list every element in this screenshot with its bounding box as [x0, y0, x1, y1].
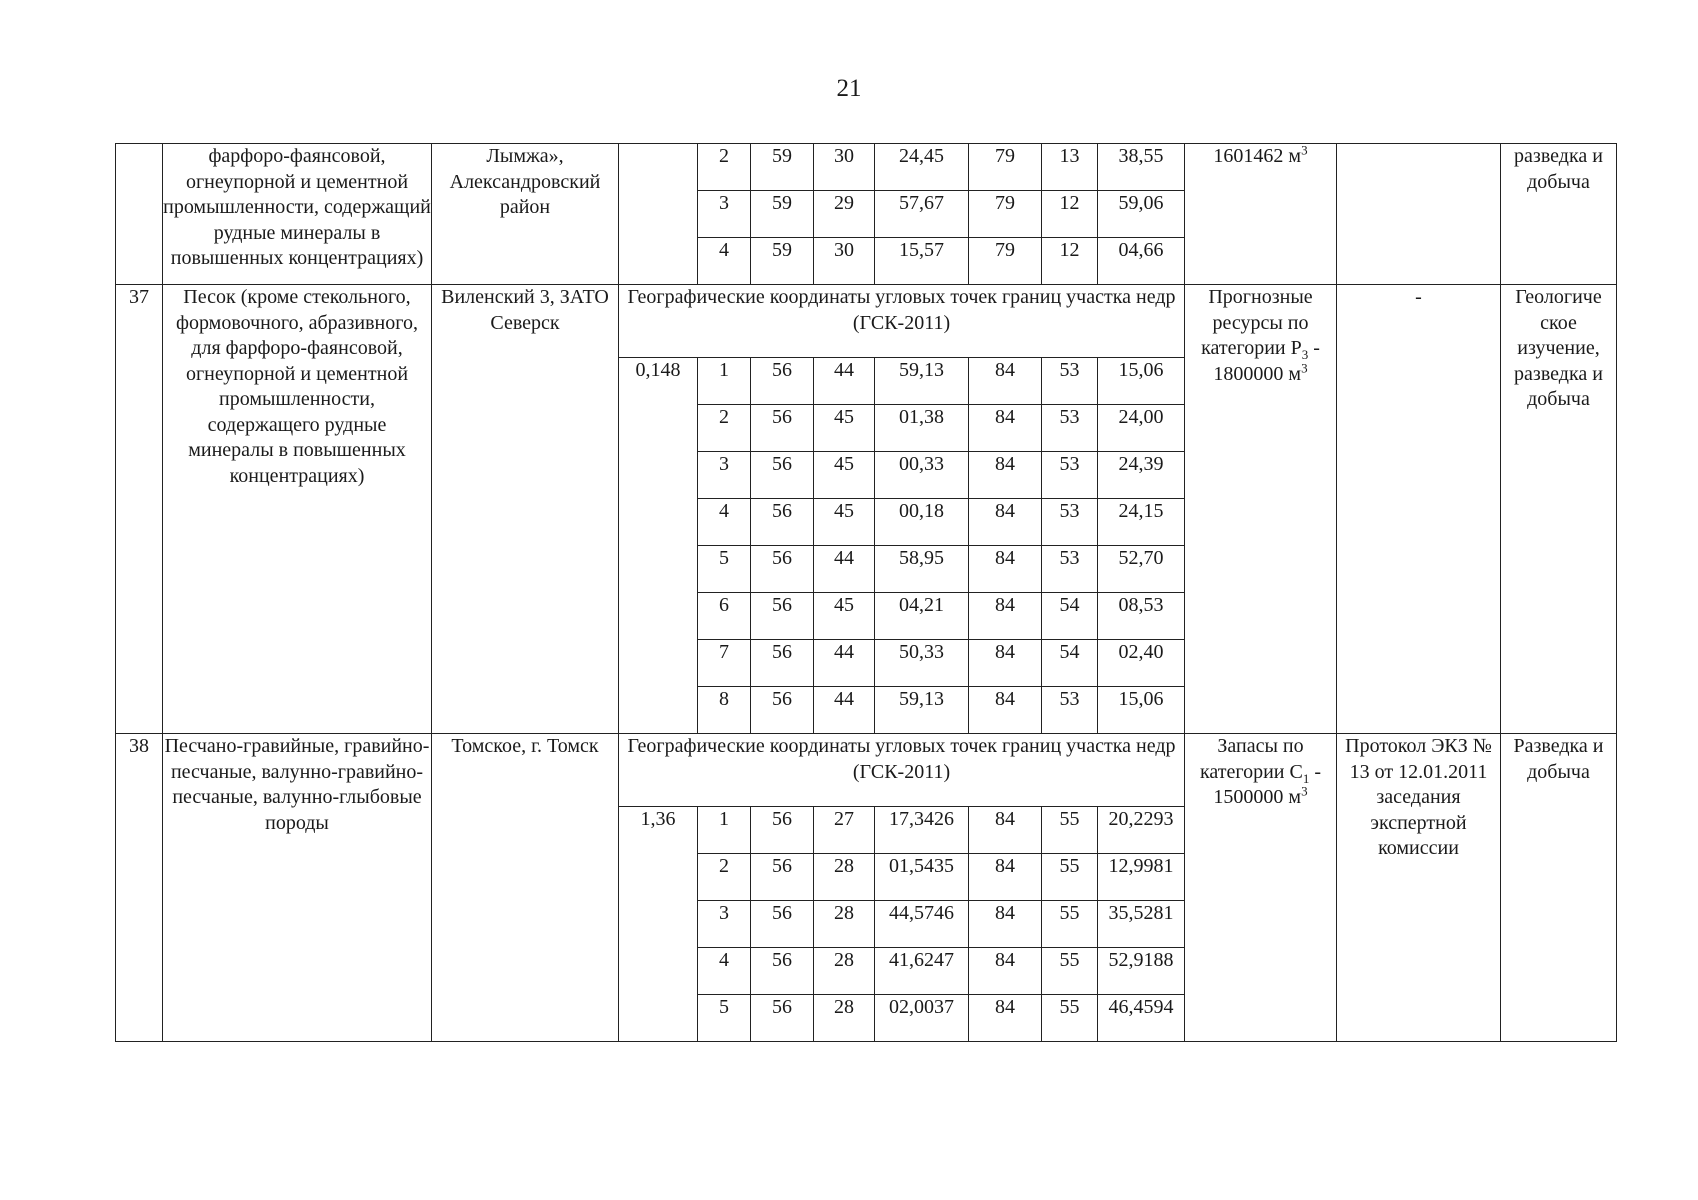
coord-lon-minutes: 12	[1042, 238, 1098, 285]
coord-lon-seconds: 15,06	[1098, 358, 1185, 405]
reserves-cell	[1185, 734, 1337, 1042]
coord-point-number: 5	[698, 546, 751, 593]
coord-lon-degrees: 79	[969, 191, 1042, 238]
mineral-name-cell: Песок (кроме стекольного, формовочного, абразивного, для фарфоро-фаянсовой, огнеупорной и цементной промышленности, содержащего рудные минералы в повышенных концентрациях)	[163, 285, 432, 734]
location-cell: Томское, г. Томск	[432, 734, 619, 1042]
coord-lon-minutes: 55	[1042, 995, 1098, 1042]
coord-lon-seconds: 52,70	[1098, 546, 1185, 593]
coord-point-number: 3	[698, 191, 751, 238]
coord-lat-degrees: 56	[751, 687, 814, 734]
unit-superscript: 3	[1301, 359, 1308, 375]
coord-lon-minutes: 54	[1042, 593, 1098, 640]
coord-lat-minutes: 45	[814, 593, 875, 640]
coord-lat-minutes: 45	[814, 499, 875, 546]
coord-lat-minutes: 28	[814, 995, 875, 1042]
coord-lon-minutes: 55	[1042, 901, 1098, 948]
coord-lon-seconds: 24,00	[1098, 405, 1185, 452]
coord-lon-seconds: 15,06	[1098, 687, 1185, 734]
coord-lon-degrees: 84	[969, 452, 1042, 499]
coord-point-number: 7	[698, 640, 751, 687]
coord-lat-minutes: 44	[814, 687, 875, 734]
coord-lon-minutes: 53	[1042, 358, 1098, 405]
coord-lon-seconds: 08,53	[1098, 593, 1185, 640]
reserves-category-subscript: 3	[1301, 347, 1309, 362]
coord-lat-seconds: 00,33	[875, 452, 969, 499]
coord-point-number: 2	[698, 405, 751, 452]
coord-lon-degrees: 84	[969, 807, 1042, 854]
coord-lon-minutes: 12	[1042, 191, 1098, 238]
coord-lat-minutes: 28	[814, 854, 875, 901]
coord-lon-degrees: 84	[969, 499, 1042, 546]
coord-lon-seconds: 24,39	[1098, 452, 1185, 499]
coord-lon-seconds: 04,66	[1098, 238, 1185, 285]
coord-lat-minutes: 45	[814, 452, 875, 499]
coord-lat-seconds: 59,13	[875, 358, 969, 405]
coord-lat-degrees: 56	[751, 854, 814, 901]
coord-lat-seconds: 57,67	[875, 191, 969, 238]
coord-lat-seconds: 41,6247	[875, 948, 969, 995]
coord-point-number: 1	[698, 358, 751, 405]
coord-point-number: 2	[698, 854, 751, 901]
area-cell	[619, 144, 698, 285]
coord-lat-seconds: 44,5746	[875, 901, 969, 948]
coordinates-header: Географические координаты угловых точек границ участка недр (ГСК-2011)	[619, 285, 1185, 358]
area-cell: 0,148	[619, 358, 698, 734]
entry-number-cell: 37	[116, 285, 163, 734]
coord-lat-degrees: 56	[751, 405, 814, 452]
coord-lat-minutes: 30	[814, 238, 875, 285]
coord-lon-degrees: 84	[969, 687, 1042, 734]
coord-lon-degrees: 79	[969, 238, 1042, 285]
coord-lat-degrees: 56	[751, 546, 814, 593]
coord-lon-minutes: 53	[1042, 499, 1098, 546]
coord-lon-degrees: 84	[969, 405, 1042, 452]
coordinates-header: Географические координаты угловых точек границ участка недр (ГСК-2011)	[619, 734, 1185, 807]
coord-lat-seconds: 02,0037	[875, 995, 969, 1042]
coord-lon-minutes: 53	[1042, 546, 1098, 593]
coord-lat-seconds: 59,13	[875, 687, 969, 734]
coord-point-number: 6	[698, 593, 751, 640]
coord-lat-degrees: 56	[751, 452, 814, 499]
coord-lat-degrees: 56	[751, 593, 814, 640]
coord-lon-minutes: 55	[1042, 807, 1098, 854]
coord-point-number: 4	[698, 499, 751, 546]
coord-lat-seconds: 58,95	[875, 546, 969, 593]
coord-lat-degrees: 56	[751, 901, 814, 948]
coord-lon-degrees: 84	[969, 901, 1042, 948]
coord-point-number: 4	[698, 238, 751, 285]
coord-lat-seconds: 04,21	[875, 593, 969, 640]
entry-number-cell: 38	[116, 734, 163, 1042]
coord-lon-seconds: 35,5281	[1098, 901, 1185, 948]
location-cell: Виленский 3, ЗАТО Северск	[432, 285, 619, 734]
coord-lon-seconds: 52,9188	[1098, 948, 1185, 995]
coord-point-number: 1	[698, 807, 751, 854]
coord-point-number: 2	[698, 144, 751, 191]
coord-lat-degrees: 59	[751, 191, 814, 238]
coord-lat-minutes: 44	[814, 546, 875, 593]
coord-lat-minutes: 45	[814, 405, 875, 452]
coord-point-number: 3	[698, 901, 751, 948]
coord-lon-degrees: 84	[969, 995, 1042, 1042]
reserves-amount: - 1500000 м	[1213, 760, 1321, 808]
table-body	[116, 144, 1617, 1042]
purpose-cell: разведка и добыча	[1501, 144, 1617, 285]
coord-lon-minutes: 53	[1042, 452, 1098, 499]
page-number: 21	[836, 75, 862, 102]
purpose-cell: Разведка и добыча	[1501, 734, 1617, 1042]
protocol-cell: -	[1337, 285, 1501, 734]
coord-lon-seconds: 46,4594	[1098, 995, 1185, 1042]
coord-lat-minutes: 29	[814, 191, 875, 238]
coord-lon-seconds: 12,9981	[1098, 854, 1185, 901]
coord-lon-minutes: 53	[1042, 687, 1098, 734]
coord-lat-minutes: 44	[814, 358, 875, 405]
coord-lat-seconds: 15,57	[875, 238, 969, 285]
coord-lat-seconds: 24,45	[875, 144, 969, 191]
coord-lon-minutes: 13	[1042, 144, 1098, 191]
table-row	[116, 285, 1617, 358]
coord-point-number: 3	[698, 452, 751, 499]
coord-point-number: 8	[698, 687, 751, 734]
coord-lat-seconds: 00,18	[875, 499, 969, 546]
reserves-text: Прогнозные ресурсы по категории Р	[1201, 286, 1313, 359]
coord-lon-minutes: 55	[1042, 948, 1098, 995]
coord-lon-degrees: 84	[969, 593, 1042, 640]
coord-lon-seconds: 20,2293	[1098, 807, 1185, 854]
coord-lat-degrees: 59	[751, 144, 814, 191]
protocol-cell: Протокол ЭКЗ № 13 от 12.01.2011 заседания экспертной комиссии	[1337, 734, 1501, 1042]
mineral-name-cell: Песчано-гравийные, гравийно-песчаные, валунно-гравийно-песчаные, валунно-глыбовые породы	[163, 734, 432, 1042]
coord-lat-degrees: 59	[751, 238, 814, 285]
unit-superscript: 3	[1301, 783, 1308, 799]
reserves-category-subscript: 1	[1302, 770, 1310, 786]
coord-lon-seconds: 02,40	[1098, 640, 1185, 687]
coord-lon-degrees: 84	[969, 546, 1042, 593]
reserves-cell	[1185, 144, 1337, 285]
table-row	[116, 734, 1617, 807]
reserves-amount: - 1800000 м	[1213, 337, 1320, 385]
coord-point-number: 5	[698, 995, 751, 1042]
subsoil-plots-table	[115, 143, 1617, 1042]
reserves-text: Запасы по категории С	[1199, 735, 1304, 783]
coord-lon-seconds: 24,15	[1098, 499, 1185, 546]
coord-lon-degrees: 79	[969, 144, 1042, 191]
coord-lat-minutes: 30	[814, 144, 875, 191]
reserves-amount: 1601462 м	[1213, 145, 1302, 167]
coord-lat-degrees: 56	[751, 499, 814, 546]
coord-lon-seconds: 59,06	[1098, 191, 1185, 238]
unit-superscript: 3	[1301, 142, 1308, 158]
purpose-cell: Геологиче ское изучение, разведка и добыча	[1501, 285, 1617, 734]
coord-lat-minutes: 44	[814, 640, 875, 687]
coord-lat-seconds: 17,3426	[875, 807, 969, 854]
coord-lat-degrees: 56	[751, 807, 814, 854]
coord-lat-minutes: 28	[814, 948, 875, 995]
coord-lat-minutes: 28	[814, 901, 875, 948]
coord-lat-minutes: 27	[814, 807, 875, 854]
coord-lon-degrees: 84	[969, 854, 1042, 901]
coord-lon-minutes: 55	[1042, 854, 1098, 901]
coord-lat-degrees: 56	[751, 948, 814, 995]
coord-lon-degrees: 84	[969, 948, 1042, 995]
coord-lat-seconds: 01,5435	[875, 854, 969, 901]
reserves-cell	[1185, 285, 1337, 734]
coord-lon-degrees: 84	[969, 640, 1042, 687]
area-cell: 1,36	[619, 807, 698, 1042]
mineral-name-cell: фарфоро-фаянсовой, огнеупорной и цементной промышленности, содержащий рудные минералы в повышенных концентрациях)	[163, 144, 432, 285]
coord-lat-seconds: 01,38	[875, 405, 969, 452]
coord-lat-degrees: 56	[751, 640, 814, 687]
table-row	[116, 144, 1617, 191]
coord-lat-degrees: 56	[751, 995, 814, 1042]
coord-lon-minutes: 54	[1042, 640, 1098, 687]
coord-lat-seconds: 50,33	[875, 640, 969, 687]
coord-lat-degrees: 56	[751, 358, 814, 405]
protocol-cell	[1337, 144, 1501, 285]
location-cell: Лымжа», Александровский район	[432, 144, 619, 285]
coord-lon-seconds: 38,55	[1098, 144, 1185, 191]
coord-point-number: 4	[698, 948, 751, 995]
num-cell	[116, 144, 163, 285]
coord-lon-degrees: 84	[969, 358, 1042, 405]
coord-lon-minutes: 53	[1042, 405, 1098, 452]
